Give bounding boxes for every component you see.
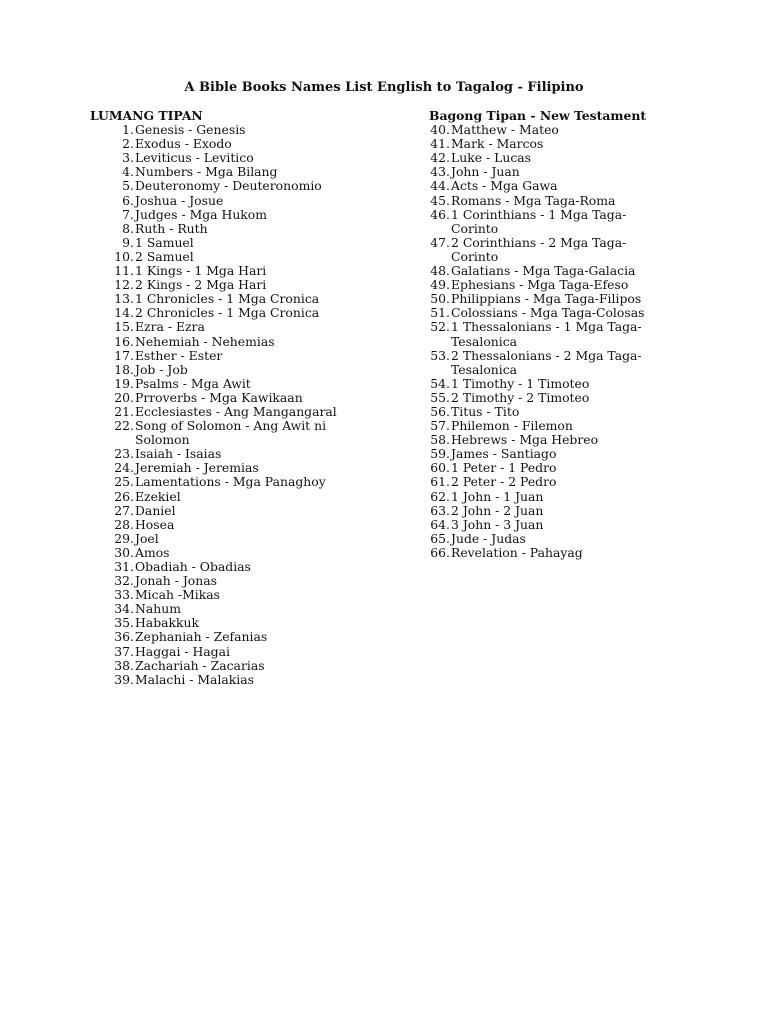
book-number: 35. [114,615,134,631]
book-number: 62. [430,488,450,504]
book-list-item [90,236,380,250]
new-testament-list [429,123,669,560]
book-name: Colossians - Mga Taga-Colosas [451,305,645,321]
book-name: Philippians - Mga Taga-Filipos [451,291,642,307]
book-number: 23. [114,446,134,462]
book-number: 25. [114,474,134,490]
book-name: Philemon - Filemon [451,418,573,434]
book-number: 10. [114,248,134,264]
book-list-item [90,208,380,222]
book-number: 20. [114,389,134,405]
book-number: 6. [122,192,134,208]
book-list-item [429,151,669,165]
book-name: Jude - Judas [451,530,526,546]
book-name: 1 Corinthians - 1 Mga Taga-Corinto [451,206,627,236]
book-number: 8. [122,220,134,236]
book-name: Ezekiel [135,488,181,504]
book-list-item [429,532,669,546]
book-name: 3 John - 3 Juan [451,516,544,532]
book-number: 43. [430,164,450,180]
book-number: 41. [430,136,450,152]
book-name: 2 Corinthians - 2 Mga Taga-Corinto [451,234,627,264]
book-list-item [90,349,380,363]
book-name: Galatians - Mga Taga-Galacia [451,263,636,279]
book-number: 13. [114,291,134,307]
book-name: Psalms - Mga Awit [135,375,251,391]
book-number: 54. [430,375,450,391]
book-name: 2 Kings - 2 Mga Hari [135,277,267,293]
book-name: Numbers - Mga Bilang [135,164,278,180]
book-list-item [429,405,669,419]
book-list-item [429,123,669,137]
book-name: Malachi - Malakias [135,671,255,687]
book-list-item [90,363,380,377]
book-list-item [90,306,380,320]
book-list-item [90,504,380,518]
book-name: 1 Kings - 1 Mga Hari [135,263,267,279]
book-list-item [429,447,669,461]
book-name: 1 Samuel [135,234,194,250]
book-list-item [429,349,669,377]
book-number: 61. [430,474,450,490]
book-number: 31. [114,559,134,574]
book-list-item [429,278,669,292]
document-title: A Bible Books Names List English to Tagalog - Filipino [184,80,584,95]
book-name: Habakkuk [135,615,200,631]
book-number: 42. [430,150,450,166]
book-list-item [90,264,380,278]
book-number: 2. [122,136,134,152]
book-list-item [429,264,669,278]
old-testament-column [90,109,380,687]
book-list-item [90,151,380,165]
book-number: 14. [114,305,134,321]
book-number: 22. [114,418,134,434]
book-list-item [90,461,380,475]
book-name: Revelation - Pahayag [451,544,583,560]
book-name: Ezra - Ezra [135,319,205,335]
book-number: 36. [114,629,134,645]
book-list-item [90,335,380,349]
book-name: James - Santiago [451,446,557,462]
book-list-item [90,123,380,137]
book-name: Joel [135,530,159,546]
book-list-item [90,278,380,292]
book-name: Song of Solomon - Ang Awit ni Solomon [135,418,327,448]
book-name: Prroverbs - Mga Kawikaan [135,389,303,405]
book-number: 32. [114,573,134,589]
book-name: Hebrews - Mga Hebreo [451,432,599,448]
book-name: Ephesians - Mga Taga-Efeso [451,277,629,293]
book-list-item [429,292,669,306]
book-list-item [429,419,669,433]
book-name: 2 Peter - 2 Pedro [451,474,557,490]
book-number: 58. [430,432,450,448]
book-number: 26. [114,488,134,504]
book-number: 57. [430,418,450,434]
book-name: Jeremiah - Jeremias [135,460,259,476]
book-list-item [90,645,380,659]
book-list-item [429,306,669,320]
book-name: John - Juan [451,164,520,180]
book-name: Amos [135,544,170,560]
book-list-item [90,560,380,574]
book-number: 28. [114,516,134,532]
book-name: Titus - Tito [451,403,520,419]
book-number: 7. [122,206,134,222]
book-number: 39. [114,671,134,687]
book-list-item [90,419,380,447]
book-number: 65. [430,530,450,546]
book-list-item [90,616,380,630]
book-name: Leviticus - Levitico [135,150,254,166]
book-name: Ruth - Ruth [135,220,208,236]
book-list-item [90,490,380,504]
old-testament-heading: LUMANG TIPAN [90,108,203,123]
book-number: 49. [430,277,450,293]
book-list-item [90,137,380,151]
book-list-item [90,377,380,391]
book-name: Acts - Mga Gawa [451,178,558,194]
book-name: Joshua - Josue [135,192,224,208]
book-list-item [90,673,380,687]
book-list-item [90,659,380,673]
book-list-item [429,320,669,348]
book-number: 34. [114,601,134,617]
book-list-item [90,320,380,334]
book-list-item [90,250,380,264]
book-number: 9. [122,234,134,250]
book-name: Jonah - Jonas [135,573,217,589]
book-name: Zachariah - Zacarias [135,657,265,673]
book-number: 37. [114,643,134,659]
book-list-item [429,391,669,405]
book-number: 53. [430,347,450,363]
book-list-item [429,377,669,391]
book-number: 5. [122,178,134,194]
book-number: 52. [430,319,450,335]
book-list-item [90,405,380,419]
book-number: 48. [430,263,450,279]
book-name: Luke - Lucas [451,150,532,166]
book-name: Nahum [135,601,181,617]
book-name: Exodus - Exodo [135,136,232,152]
book-number: 56. [430,403,450,419]
book-name: Daniel [135,502,176,518]
book-name: 2 Timothy - 2 Timoteo [451,389,590,405]
book-number: 16. [114,333,134,349]
book-name: 1 Peter - 1 Pedro [451,460,557,476]
book-number: 60. [430,460,450,476]
book-number: 24. [114,460,134,476]
book-list-item [90,532,380,546]
book-number: 29. [114,530,134,546]
book-number: 63. [430,502,450,518]
book-list-item [90,574,380,588]
old-testament-list [90,123,380,687]
book-list-item [90,194,380,208]
book-list-item [429,179,669,193]
book-number: 30. [114,544,134,560]
book-list-item [90,391,380,405]
book-name: 2 John - 2 Juan [451,502,544,518]
new-testament-heading: Bagong Tipan - New Testament [429,108,647,123]
book-number: 33. [114,587,134,603]
book-list-item [90,292,380,306]
book-name: Zephaniah - Zefanias [135,629,268,645]
book-list-item [429,137,669,151]
book-name: Mark - Marcos [451,136,544,152]
book-number: 46. [430,206,450,222]
book-name: Obadiah - Obadias [135,559,251,574]
book-name: 1 Timothy - 1 Timoteo [451,375,590,391]
book-list-item [429,475,669,489]
book-name: Job - Job [135,361,188,377]
book-name: Lamentations - Mga Panaghoy [135,474,326,490]
book-list-item [90,222,380,236]
book-list-item [90,588,380,602]
book-list-item [90,602,380,616]
book-list-item [429,504,669,518]
book-name: 1 Thessalonians - 1 Mga Taga-Tesalonica [451,319,642,349]
book-name: Nehemiah - Nehemias [135,333,275,349]
book-list-item [429,490,669,504]
new-testament-column [429,109,669,560]
book-name: Genesis - Genesis [135,122,246,138]
book-name: Judges - Mga Hukom [135,206,268,222]
book-name: Hosea [135,516,175,532]
book-number: 55. [430,389,450,405]
book-number: 40. [430,122,450,138]
book-list-item [429,518,669,532]
book-name: 2 Chronicles - 1 Mga Cronica [135,305,320,321]
book-number: 27. [114,502,134,518]
book-list-item [429,433,669,447]
book-number: 50. [430,291,450,307]
book-list-item [429,236,669,264]
book-number: 12. [114,277,134,293]
book-number: 45. [430,192,450,208]
book-number: 15. [114,319,134,335]
book-number: 17. [114,347,134,363]
book-name: Deuteronomy - Deuteronomio [135,178,322,194]
book-number: 21. [114,403,134,419]
book-name: Esther - Ester [135,347,223,363]
book-list-item [90,546,380,560]
book-name: Micah -Mikas [135,587,220,603]
book-list-item [429,461,669,475]
book-number: 19. [114,375,134,391]
book-number: 4. [122,164,134,180]
book-number: 64. [430,516,450,532]
book-number: 47. [430,234,450,250]
book-list-item [90,447,380,461]
book-name: 1 John - 1 Juan [451,488,544,504]
book-name: 2 Thessalonians - 2 Mga Taga-Tesalonica [451,347,642,377]
book-number: 51. [430,305,450,321]
book-number: 11. [114,263,134,279]
book-list-item [90,630,380,644]
book-number: 44. [430,178,450,194]
book-name: 2 Samuel [135,248,194,264]
book-name: Romans - Mga Taga-Roma [451,192,616,208]
book-number: 59. [430,446,450,462]
book-name: Matthew - Mateo [451,122,559,138]
book-list-item [429,208,669,236]
book-list-item [90,518,380,532]
book-list-item [429,546,669,560]
book-list-item [90,179,380,193]
book-number: 3. [122,150,134,166]
book-list-item [90,475,380,489]
book-number: 66. [430,544,450,560]
book-name: Isaiah - Isaias [135,446,222,462]
book-name: Haggai - Hagai [135,643,230,659]
book-list-item [429,165,669,179]
book-list-item [90,165,380,179]
book-number: 38. [114,657,134,673]
book-number: 18. [114,361,134,377]
book-list-item [429,194,669,208]
book-name: Ecclesiastes - Ang Mangangaral [135,403,337,419]
book-name: 1 Chronicles - 1 Mga Cronica [135,291,320,307]
book-number: 1. [122,122,134,138]
